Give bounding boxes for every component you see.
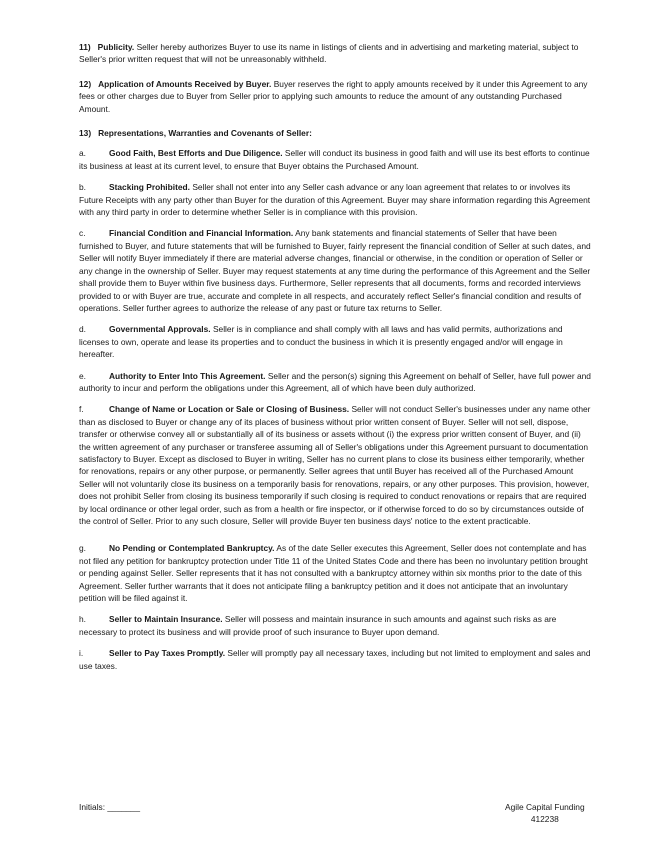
item-g: g. No Pending or Contemplated Bankruptcy. As of the date Seller executes this Agreement, Seller does not contemplate and has not filed any petition for bankruptcy protection under Title 11 of the United States Code and there has been no involuntary petition brought or pending against Seller. Seller represents that it has not consulted with a bankruptcy attorney within six months prior to the date of this Agreement. Seller further warrants that it does not anticipate filing a bankruptcy petition and it does not anticipate that an involuntary petition will be filed against it. — [79, 543, 588, 604]
item-i: i. Seller to Pay Taxes Promptly. Seller will promptly pay all necessary taxes, including but not limited to employment and sales and use taxes. — [79, 648, 591, 671]
item-f: f. Change of Name or Location or Sale or Closing of Business. Seller will not conduct Seller's businesses under any name other than as disclosed to Buyer or change any of its places of business without prior written consent of Buyer. Seller will not sell, dispose, transfer or otherwise convey all or substantially all of its business or assets without (i) the express prior written consent of Buyer, and (ii) the written agreement of any purchaser or transferee assuming all of Seller's obligations under this Agreement pursuant to documentation satisfactory to Buyer. Except as disclosed to Buyer in writing, Seller has no current plans to close its business either temporarily, whether for renovations, repairs or any other purpose, or permanently. Seller agrees that until Buyer has received all of the Purchased Amount Seller will not voluntarily close its business on a temporarily basis for renovations, repairs, or any other purposes. This provision, however, does not prohibit Seller from closing its business temporarily if such closing is required to conduct renovations or repairs that are required by local ordinance or other legal order, such as from a health or fire inspector, or if otherwise forced to do so by circumstances outside of the control of Seller. Prior to any such closure, Seller will provide Buyer ten business days' notice to the extent practicable. — [79, 404, 591, 526]
item-e: e. Authority to Enter Into This Agreement. Seller and the person(s) signing this Agreement on behalf of Seller, have full power and authority to incur and perform the obligations under this Agreement, all of which have been duly authorized. — [79, 370, 591, 393]
document-code: 412238 — [530, 814, 559, 824]
item-d: d. Governmental Approvals. Seller is in compliance and shall comply with all laws and has valid permits, authorizations and licenses to own, operate and lease its properties and to conduct the business in which it is presently engaged and/or will engage in hereafter. — [79, 324, 563, 360]
section-12: 12) Application of Amounts Received by Buyer. Buyer reserves the right to apply amounts received by it under this Agreement to any fees or other charges due to Buyer from Seller prior to applying such amounts to reduce the amount of any outstanding Purchased Amount. — [79, 78, 588, 114]
company-name: Agile Capital Funding — [505, 802, 585, 812]
item-b: b. Stacking Prohibited. Seller shall not enter into any Seller cash advance or any loan agreement that relates to or involves its Future Receipts with any party other than Buyer for the duration of this Agreement. Buyer may share information regarding this Agreement with any third party in order to determine whether Seller is in compliance with this provision. — [79, 182, 591, 218]
section-13-heading: 13) Representations, Warranties and Covenants of Seller: — [79, 128, 312, 139]
initials-line: Initials: _______ — [79, 802, 140, 812]
document-body — [79, 41, 591, 681]
footer-company-block — [505, 801, 585, 825]
item-a: a. Good Faith, Best Efforts and Due Diligence. Seller will conduct its business in good faith and will use its best efforts to continue its business at least at its current level, to ensure that Buyer obtains the Purchased Amount. — [79, 148, 590, 171]
item-c: c. Financial Condition and Financial Information. Any bank statements and financial statements of Seller that have been furnished to Buyer, and future statements that will be furnished to Buyer, fairly represent the financial condition of Seller at such dates, and Seller will notify Buyer immediately if there are material adverse changes, financial or otherwise, in the condition or operation of Seller or any change in the ownership of Seller. Buyer may request statements at any time during the performance of this Agreement and the Seller shall provide them to Buyer within five business days. Furthermore, Seller represents that all documents, forms and recorded interviews provided to or with Buyer are true, accurate and complete in all respects, and accurately reflect Seller's financial condition and results of operations. Seller further agrees to authorize the release of any past or future tax returns to Seller. — [79, 228, 591, 313]
section-11: 11) Publicity. Seller hereby authorizes Buyer to use its name in listings of clients and in advertising and marketing material, subject to Seller's prior written request that will not be unreasonably withheld. — [79, 42, 579, 65]
item-h: h. Seller to Maintain Insurance. Seller will possess and maintain insurance in such amounts and against such risks as are necessary to protect its business and will provide proof of such insurance to Buyer upon demand. — [79, 614, 557, 637]
